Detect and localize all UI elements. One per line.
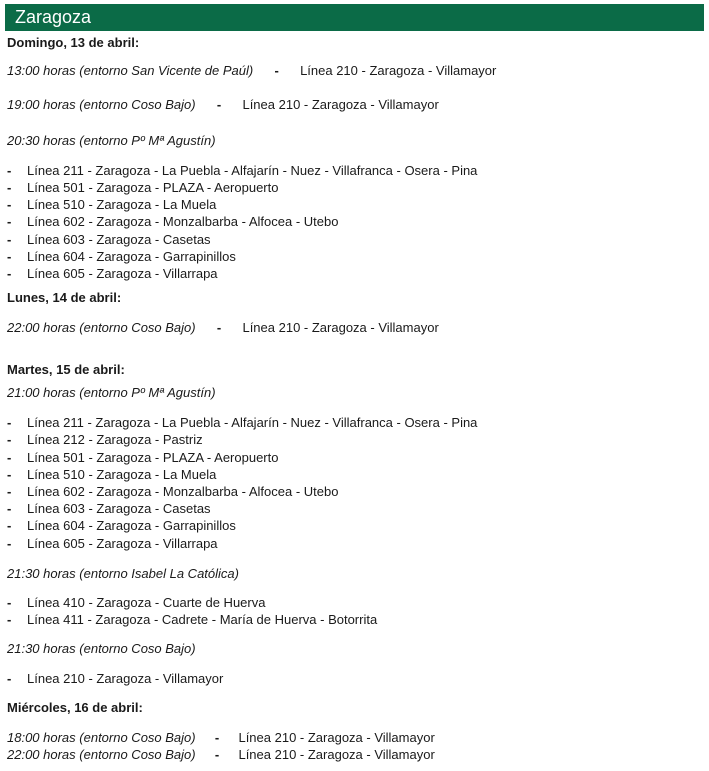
bullet: - (7, 180, 12, 195)
schedule-line (7, 97, 439, 112)
route-item (7, 536, 218, 551)
route-text: Línea 602 - Zaragoza - Monzalbarba - Alfocea - Utebo (27, 484, 339, 499)
route-item (7, 232, 211, 247)
bullet: - (7, 484, 12, 499)
schedule-route: Línea 210 - Zaragoza - Villamayor (238, 747, 435, 762)
route-text: Línea 501 - Zaragoza - PLAZA - Aeropuerto (27, 450, 279, 465)
bullet: - (7, 197, 12, 212)
route-text: Línea 603 - Zaragoza - Casetas (27, 501, 211, 516)
route-item (7, 501, 211, 516)
schedule-route: Línea 210 - Zaragoza - Villamayor (242, 320, 439, 335)
bullet: - (7, 266, 12, 281)
route-text: Línea 212 - Zaragoza - Pastriz (27, 432, 203, 447)
bullet: - (7, 501, 12, 516)
separator: - (274, 63, 279, 78)
route-text: Línea 605 - Zaragoza - Villarrapa (27, 266, 218, 281)
schedule-time: 21:00 horas (entorno Pº Mª Agustín) (7, 385, 216, 400)
route-item (7, 595, 265, 610)
bullet: - (7, 232, 12, 247)
route-text: Línea 411 - Zaragoza - Cadrete - María de Huerva - Botorrita (27, 612, 378, 627)
route-item (7, 266, 218, 281)
bullet: - (7, 518, 12, 533)
route-item (7, 484, 338, 499)
day-heading-wednesday: Miércoles, 16 de abril: (7, 700, 143, 715)
schedule-route: Línea 210 - Zaragoza - Villamayor (238, 730, 435, 745)
route-item (7, 163, 477, 178)
route-text: Línea 510 - Zaragoza - La Muela (27, 197, 217, 212)
bullet: - (7, 249, 12, 264)
bullet: - (7, 595, 12, 610)
bullet: - (7, 536, 12, 551)
separator: - (216, 320, 222, 335)
route-item (7, 467, 216, 482)
route-item (7, 518, 236, 533)
route-item (7, 450, 278, 465)
bullet: - (7, 467, 12, 482)
separator: - (214, 730, 220, 745)
schedule-time: 13:00 horas (entorno San Vicente de Paúl) (7, 63, 254, 78)
schedule-line (7, 320, 439, 335)
bullet: - (7, 671, 12, 686)
route-item (7, 612, 377, 627)
schedule-route: Línea 210 - Zaragoza - Villamayor (300, 63, 497, 78)
bullet: - (7, 163, 12, 178)
schedule-time: 19:00 horas (entorno Coso Bajo) (7, 97, 196, 112)
route-item (7, 671, 223, 686)
route-text: Línea 211 - Zaragoza - La Puebla - Alfajarín - Nuez - Villafranca - Osera - Pina (27, 163, 478, 178)
route-text: Línea 602 - Zaragoza - Monzalbarba - Alfocea - Utebo (27, 214, 339, 229)
schedule-line (7, 63, 496, 78)
route-text: Línea 501 - Zaragoza - PLAZA - Aeropuerto (27, 180, 279, 195)
day-heading-monday: Lunes, 14 de abril: (7, 290, 122, 305)
header-rule (5, 30, 704, 31)
bullet: - (7, 612, 12, 627)
route-item (7, 214, 338, 229)
route-text: Línea 605 - Zaragoza - Villarrapa (27, 536, 218, 551)
route-text: Línea 604 - Zaragoza - Garrapinillos (27, 249, 236, 264)
separator: - (214, 747, 220, 762)
city-header (5, 4, 704, 30)
schedule-time: 21:30 horas (entorno Isabel La Católica) (7, 566, 239, 581)
schedule-line (7, 730, 435, 745)
schedule-time: 22:00 horas (entorno Coso Bajo) (7, 747, 196, 762)
schedule-route: Línea 210 - Zaragoza - Villamayor (242, 97, 439, 112)
route-item (7, 415, 477, 430)
schedule-line (7, 747, 435, 762)
route-item (7, 180, 278, 195)
route-item (7, 432, 203, 447)
route-text: Línea 211 - Zaragoza - La Puebla - Alfajarín - Nuez - Villafranca - Osera - Pina (27, 415, 478, 430)
bullet: - (7, 214, 12, 229)
route-text: Línea 510 - Zaragoza - La Muela (27, 467, 217, 482)
day-heading-tuesday: Martes, 15 de abril: (7, 362, 125, 377)
schedule-time: 21:30 horas (entorno Coso Bajo) (7, 641, 196, 656)
city-title: Zaragoza (15, 7, 92, 27)
schedule-time: 18:00 horas (entorno Coso Bajo) (7, 730, 196, 745)
route-text: Línea 210 - Zaragoza - Villamayor (27, 671, 224, 686)
schedule-time: 20:30 horas (entorno Pº Mª Agustín) (7, 133, 216, 148)
bullet: - (7, 432, 12, 447)
route-text: Línea 410 - Zaragoza - Cuarte de Huerva (27, 595, 266, 610)
day-heading-sunday: Domingo, 13 de abril: (7, 35, 140, 50)
route-text: Línea 604 - Zaragoza - Garrapinillos (27, 518, 236, 533)
separator: - (216, 97, 222, 112)
route-item (7, 249, 236, 264)
bullet: - (7, 415, 12, 430)
route-text: Línea 603 - Zaragoza - Casetas (27, 232, 211, 247)
route-item (7, 197, 216, 212)
bullet: - (7, 450, 12, 465)
schedule-time: 22:00 horas (entorno Coso Bajo) (7, 320, 196, 335)
